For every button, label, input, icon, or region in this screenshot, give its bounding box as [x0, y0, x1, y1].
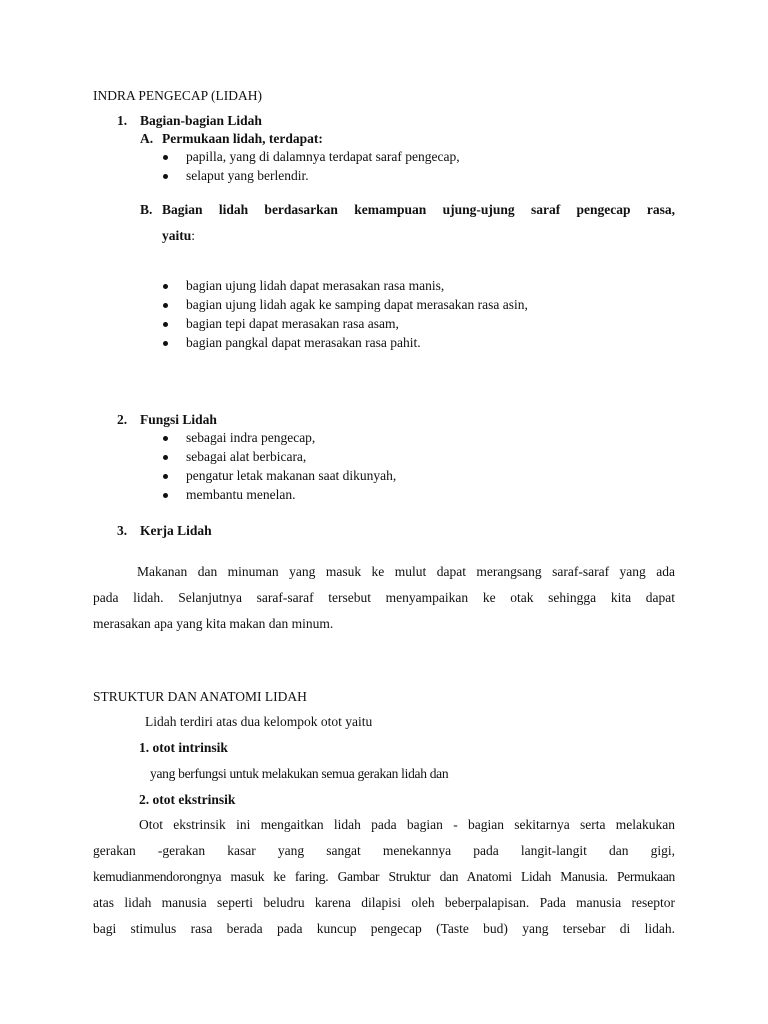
section-2-number: 2. [117, 412, 128, 427]
paragraph-line: bagi stimulus rasa berada pada kuncup pengecap (Taste bud) yang tersebar di lidah. [93, 921, 675, 936]
list-item: sebagai alat berbicara, [186, 449, 307, 464]
list-item: membantu menelan. [186, 487, 296, 502]
otot-intrinsik-desc: yang berfungsi untuk melakukan semua gerakan lidah dan [150, 766, 449, 781]
section-3-number: 3. [117, 523, 128, 538]
paragraph-line: Otot ekstrinsik ini mengaitkan lidah pada bagian - bagian sekitarnya serta melakukan [139, 817, 675, 832]
bullet-icon [163, 155, 168, 160]
section-2-heading: Fungsi Lidah [140, 412, 217, 427]
subsection-b-colon: : [191, 228, 196, 243]
bullet-icon [163, 284, 168, 289]
list-item: papilla, yang di dalamnya terdapat saraf pengecap, [186, 149, 460, 164]
list-item: bagian ujung lidah agak ke samping dapat merasakan rasa asin, [186, 297, 528, 312]
section-1-heading: Bagian-bagian Lidah [140, 113, 262, 128]
bullet-icon [163, 455, 168, 460]
bullet-icon [163, 303, 168, 308]
section-title: STRUKTUR DAN ANATOMI LIDAH [93, 689, 307, 704]
bullet-icon [163, 436, 168, 441]
paragraph-line: merasakan apa yang kita makan dan minum. [93, 616, 334, 631]
document-title: INDRA PENGECAP (LIDAH) [93, 88, 262, 103]
subsection-a-heading: Permukaan lidah, terdapat: [162, 131, 323, 146]
list-item: bagian tepi dapat merasakan rasa asam, [186, 316, 399, 331]
bullet-icon [163, 322, 168, 327]
subsection-b-heading-cont: yaitu [162, 228, 192, 243]
list-item: bagian ujung lidah dapat merasakan rasa manis, [186, 278, 445, 293]
paragraph-line: Makanan dan minuman yang masuk ke mulut dapat merangsang saraf-saraf yang ada [137, 564, 675, 579]
paragraph-line: gerakan -gerakan kasar yang sangat menekannya pada langit-langit dan gigi, [93, 843, 675, 858]
otot-intrinsik-heading: 1. otot intrinsik [139, 740, 228, 755]
section-3-heading: Kerja Lidah [140, 523, 212, 538]
paragraph-line: kemudianmendorongnya masuk ke faring. Gambar Struktur dan Anatomi Lidah Manusia. Permukaan [93, 869, 675, 884]
bullet-icon [163, 341, 168, 346]
bullet-icon [163, 493, 168, 498]
subsection-a-letter: A. [140, 131, 154, 146]
list-item: selaput yang berlendir. [186, 168, 309, 183]
list-item: bagian pangkal dapat merasakan rasa pahit. [186, 335, 421, 350]
otot-ekstrinsik-heading: 2. otot ekstrinsik [139, 792, 236, 807]
paragraph-line: pada lidah. Selanjutnya saraf-saraf tersebut menyampaikan ke otak sehingga kita dapat [93, 590, 675, 605]
intro-text: Lidah terdiri atas dua kelompok otot yaitu [145, 714, 373, 729]
paragraph-line: atas lidah manusia seperti beludru karena dilapisi oleh beberpalapisan. Pada manusia reseptor [93, 895, 675, 910]
subsection-b-letter: B. [140, 202, 153, 217]
list-item: sebagai indra pengecap, [186, 430, 316, 445]
bullet-icon [163, 174, 168, 179]
list-item: pengatur letak makanan saat dikunyah, [186, 468, 397, 483]
bullet-icon [163, 474, 168, 479]
subsection-b-heading: Bagian lidah berdasarkan kemampuan ujung-ujung saraf pengecap rasa, [162, 202, 675, 217]
section-1-number: 1. [117, 113, 128, 128]
